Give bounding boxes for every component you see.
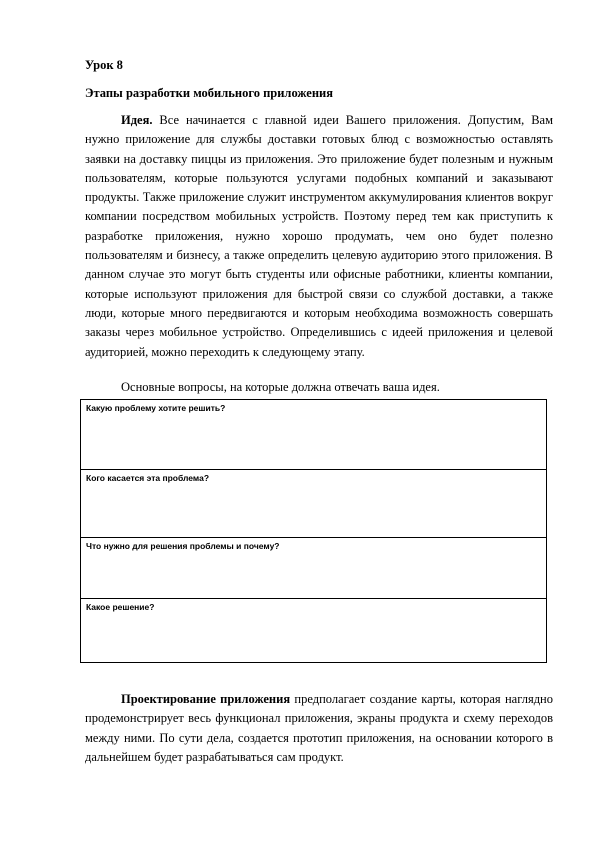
design-paragraph <box>85 690 553 767</box>
question-cell: Кого касается эта проблема? <box>81 470 547 538</box>
intro-term: Идея. <box>121 113 153 127</box>
section-title: Этапы разработки мобильного приложения <box>85 86 333 100</box>
question-cell: Какую проблему хотите решить? <box>81 400 547 470</box>
table-row <box>81 470 547 538</box>
questions-intro: Основные вопросы, на которые должна отвечать ваша идея. <box>121 380 440 394</box>
question-cell: Что нужно для решения проблемы и почему? <box>81 538 547 599</box>
lesson-title: Урок 8 <box>85 58 123 72</box>
questions-table <box>80 399 547 663</box>
table-row <box>81 400 547 470</box>
design-text: предполагает создание карты, которая наглядно продемонстрирует весь функционал приложения, экраны продукта и схему переходов между ними. По сути дела, создается прототип приложения, на основании которого в дальнейшем будет разрабатываться сам продукт. <box>85 692 553 764</box>
intro-text: Все начинается с главной идеи Вашего приложения. Допустим, Вам нужно приложение для службы доставки готовых блюд с возможностью оставлять заявки на доставку пиццы из приложения. Это приложение будет полезным и нужным пользователям, которые пользуются услугами подобных компаний и заказывают продукты. Также приложение служит инструментом аккумулирования клиентов вокруг компании посредством мобильных устройств. Поэтому перед тем как приступить к разработке приложения, нужно хорошо продумать, чем оно будет полезно пользователям и бизнесу, а также определить целевую аудиторию этого приложения. В данном случае это могут быть студенты или офисные работники, клиенты компании, которые используют приложения для быстрой связи со службой доставки, а также люди, которые много передвигаются и которым необходима возможность совершать заказы через мобильное устройство. Определившись с идеей приложения и целевой аудиторией, можно переходить к следующему этапу. <box>85 113 553 359</box>
design-term: Проектирование приложения <box>121 692 291 706</box>
question-cell: Какое решение? <box>81 599 547 663</box>
table-row <box>81 599 547 663</box>
intro-paragraph <box>85 111 553 362</box>
table-row <box>81 538 547 599</box>
